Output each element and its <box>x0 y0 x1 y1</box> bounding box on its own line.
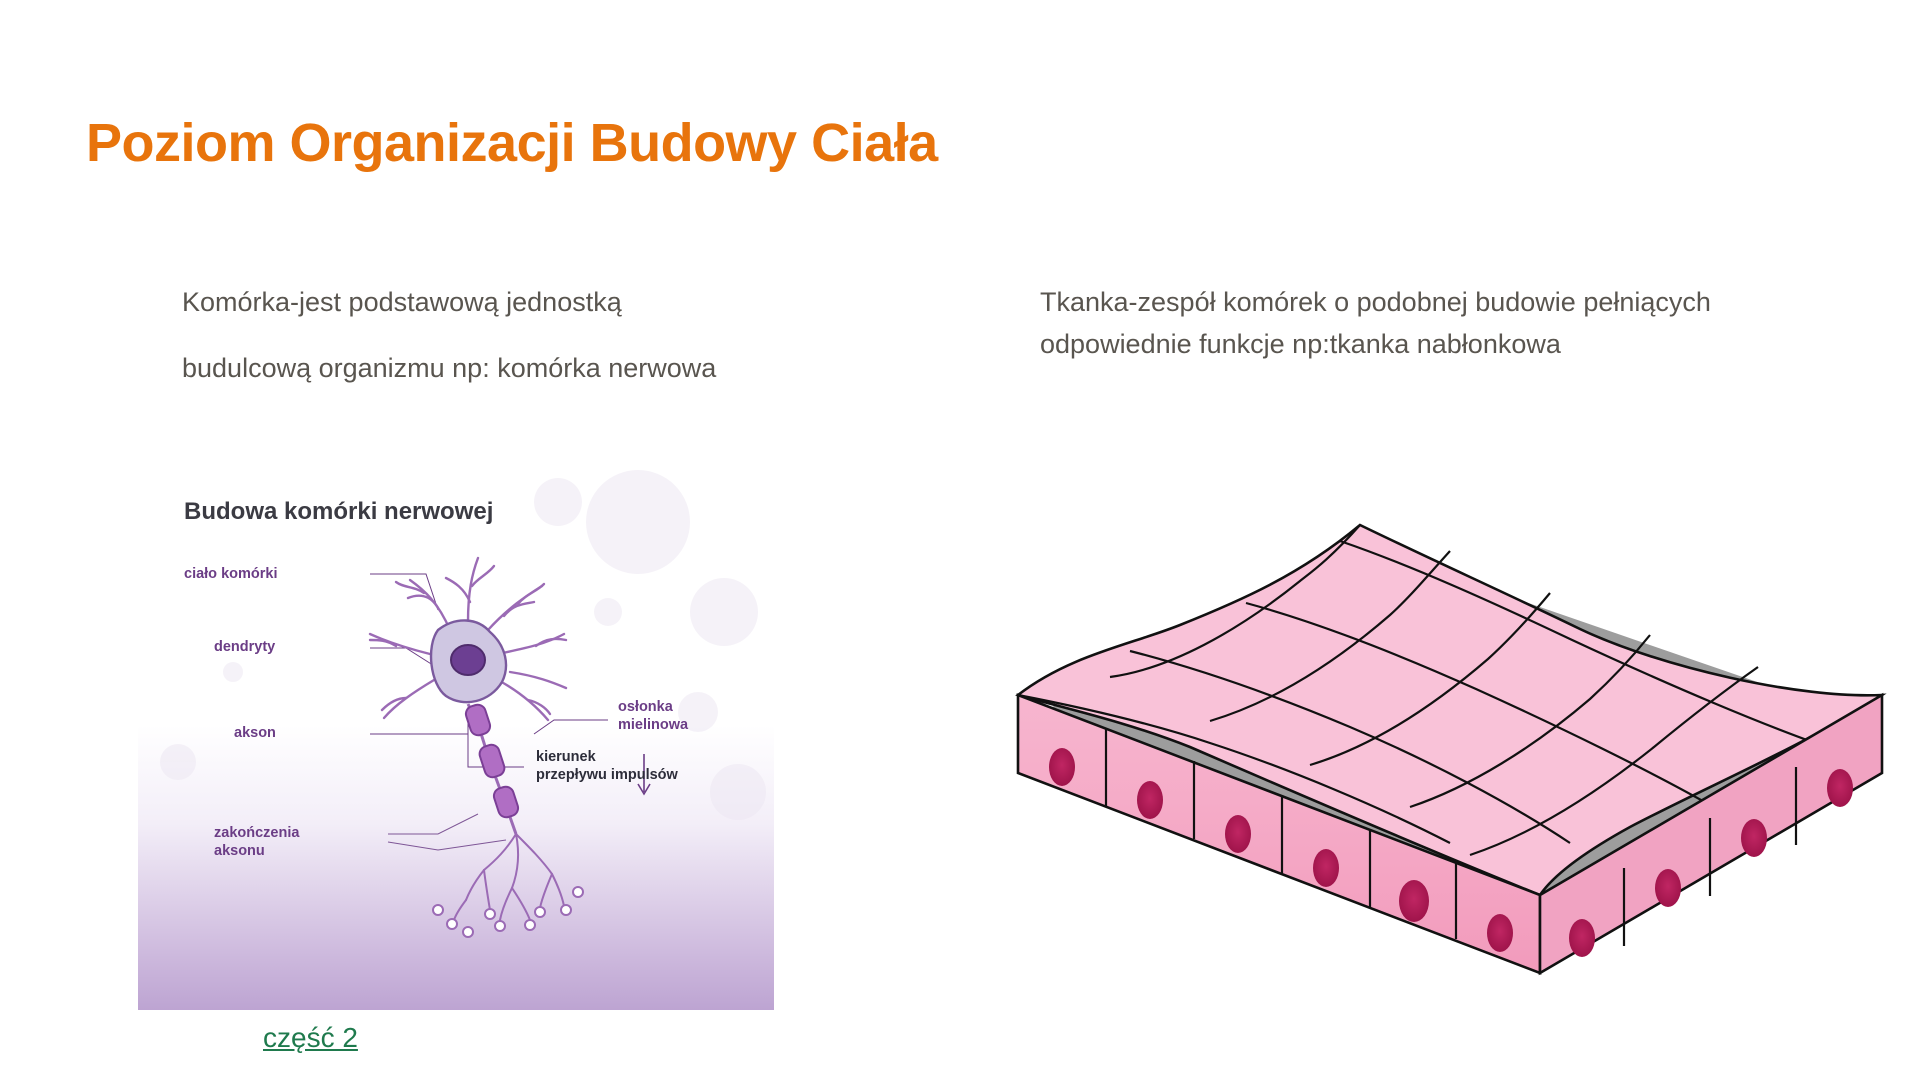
epithelial-tissue-diagram <box>1010 455 1890 1015</box>
neuron-figure-title: Budowa komórki nerwowej <box>184 498 494 525</box>
neuron-diagram <box>138 462 774 1010</box>
right-column-text <box>1040 282 1860 366</box>
label-cell-body: ciało komórki <box>184 566 278 582</box>
label-terminals-line-2: aksonu <box>214 843 265 860</box>
part-2-link[interactable]: część 2 <box>263 1022 358 1053</box>
left-paragraph-2: budulcową organizmu np: komórka nerwowa <box>182 352 717 383</box>
label-axon-terminals <box>214 824 299 860</box>
right-paragraph-1: Tkanka-zespół komórek o podobnej budowie pełniących odpowiednie funkcje np:tkanka nabłonkowa <box>1040 287 1711 359</box>
label-myelin-line-1: osłonka <box>618 699 673 715</box>
left-paragraph-1: Komórka-jest podstawową jednostką <box>182 287 622 317</box>
epithelial-tissue-graphic <box>1010 455 1890 1015</box>
label-impulse-line-2: przepływu impulsów <box>536 767 678 784</box>
label-terminals-line-1: zakończenia <box>214 825 300 841</box>
left-column-text <box>182 282 842 390</box>
label-impulse-direction <box>536 748 678 784</box>
label-axon: akson <box>234 725 276 741</box>
page-title: Poziom Organizacji Budowy Ciała <box>86 113 938 173</box>
label-dendrites: dendryty <box>214 639 276 655</box>
label-impulse-line-1: kierunek <box>536 749 596 765</box>
label-myelin-line-2: mielinowa <box>618 717 689 734</box>
label-myelin-sheath <box>618 698 688 734</box>
